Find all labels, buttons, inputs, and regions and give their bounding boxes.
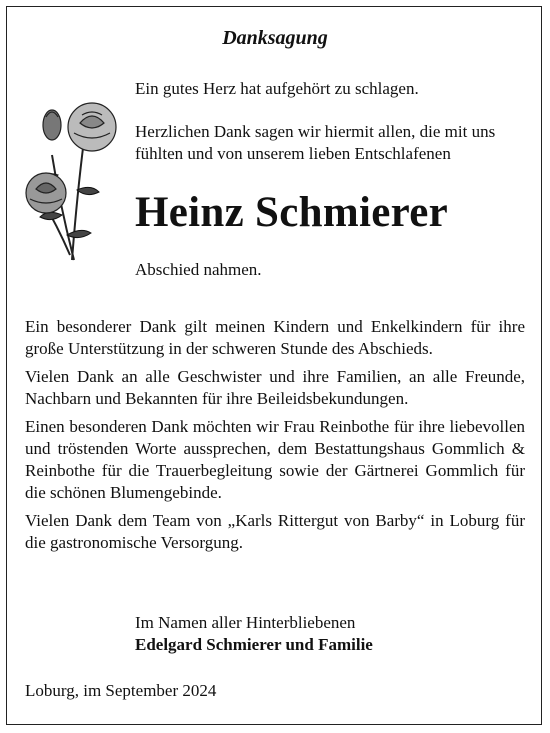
thanks-body	[25, 316, 525, 560]
signature-block	[135, 612, 373, 656]
intro-line-1: Ein gutes Herz hat aufgehört zu schlagen.	[135, 79, 419, 98]
roses-icon	[22, 95, 132, 265]
thanks-paragraph-1: Ein besonderer Dank gilt meinen Kindern und Enkelkindern für ihre große Unterstützung in der schweren Stunde des Abschieds.	[25, 317, 525, 358]
thanks-paragraph-3: Einen besonderen Dank möchten wir Frau Reinbothe für ihre liebevollen und tröstenden Worte aussprechen, dem Bestattungshaus Gommlich & Reinbothe für die Trauerbegleitung sowie der Gärtnerei Gommlich für die schönen Blumengebinde.	[25, 417, 525, 502]
signature-line-1: Im Namen aller Hinterbliebenen	[135, 613, 356, 632]
deceased-name: Heinz Schmierer	[135, 189, 448, 236]
place-date: Loburg, im September 2024	[25, 681, 217, 700]
signature-line-2: Edelgard Schmierer und Familie	[135, 635, 373, 654]
notice-heading: Danksagung	[222, 27, 328, 49]
thanks-paragraph-2: Vielen Dank an alle Geschwister und ihre Familien, an alle Freunde, Nachbarn und Bekannten für ihre Beileidsbekundungen.	[25, 367, 525, 408]
intro-line-3: Abschied nahmen.	[135, 260, 262, 279]
intro-line-2: Herzlichen Dank sagen wir hiermit allen, die mit uns fühlten und von unserem lieben Entschlafenen	[135, 122, 496, 163]
thanks-paragraph-4: Vielen Dank dem Team von „Karls Rittergut von Barby“ in Loburg für die gastronomische Versorgung.	[25, 511, 525, 552]
